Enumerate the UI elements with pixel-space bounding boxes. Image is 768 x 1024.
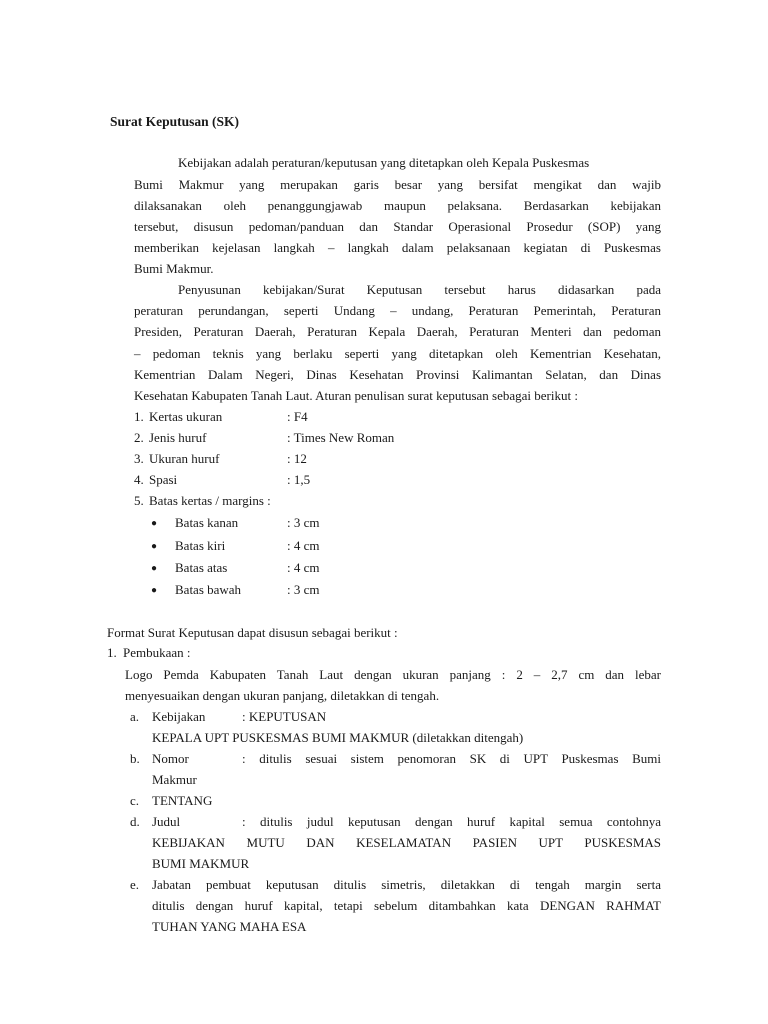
item-letter: e.: [130, 877, 140, 892]
item-value: : KEPUTUSAN: [242, 709, 327, 724]
para1-line: Bumi Makmur.: [134, 261, 214, 276]
rule-label: Spasi: [149, 472, 178, 487]
item-line: KEBIJAKAN MUTU DAN KESELAMATAN PASIEN UPT PUSKESMAS: [152, 835, 661, 850]
rule-label: Kertas ukuran: [149, 409, 223, 424]
section-heading: Pembukaan :: [123, 645, 191, 660]
item-letter: c.: [130, 793, 140, 808]
item-line: TUHAN YANG MAHA ESA: [152, 919, 307, 934]
rule-label: Ukuran huruf: [149, 451, 220, 466]
item-line: : ditulis sesuai sistem penomoran SK di UPT Puskesmas Bumi: [242, 751, 661, 766]
rule-number: 1.: [134, 409, 144, 424]
rule-label: Jenis huruf: [149, 430, 207, 445]
item-line: BUMI MAKMUR: [152, 856, 250, 871]
logo-line: Logo Pemda Kabupaten Tanah Laut dengan ukuran panjang : 2 – 2,7 cm dan lebar: [125, 667, 661, 682]
para2-line: Kementrian Dalam Negeri, Dinas Kesehatan Provinsi Kalimantan Selatan, dan Dinas: [134, 367, 661, 382]
para1-line: memberikan kejelasan langkah – langkah dalam pelaksanaan kegiatan di Puskesmas: [134, 240, 661, 255]
rule-number: 4.: [134, 472, 144, 487]
para2-line: peraturan perundangan, seperti Undang – undang, Peraturan Pemerintah, Peraturan: [134, 303, 661, 318]
item-line: : ditulis judul keputusan dengan huruf kapital semua contohnya: [242, 814, 661, 829]
rule-value: : F4: [287, 409, 308, 424]
section-number: 1.: [107, 645, 117, 660]
para1-line: Kebijakan adalah peraturan/keputusan yang ditetapkan oleh Kepala Puskesmas: [178, 155, 590, 170]
margin-label: Batas kiri: [175, 538, 226, 553]
para1-line: Bumi Makmur yang merupakan garis besar yang bersifat mengikat dan wajib: [134, 177, 661, 192]
rule-value: : Times New Roman: [287, 430, 395, 445]
para2-line: Penyusunan kebijakan/Surat Keputusan tersebut harus didasarkan pada: [178, 282, 661, 297]
bullet-icon: ●: [151, 518, 158, 529]
para2-line: Kesehatan Kabupaten Tanah Laut. Aturan penulisan surat keputusan sebagai berikut :: [134, 388, 578, 403]
item-line: TENTANG: [152, 793, 213, 808]
rule-number: 5.: [134, 493, 144, 508]
item-letter: d.: [130, 814, 140, 829]
item-line: ditulis dengan huruf kapital, tetapi sebelum ditambahkan kata DENGAN RAHMAT: [152, 898, 661, 913]
margin-value: : 4 cm: [287, 538, 320, 553]
bullet-icon: ●: [151, 541, 158, 552]
bullet-icon: ●: [151, 563, 158, 574]
para2-line: Presiden, Peraturan Daerah, Peraturan Kepala Daerah, Peraturan Menteri dan pedoman: [134, 324, 661, 339]
rule-number: 3.: [134, 451, 144, 466]
margin-value: : 4 cm: [287, 560, 320, 575]
item-label: Kebijakan: [152, 709, 206, 724]
margin-label: Batas atas: [175, 560, 228, 575]
para1-line: tersebut, disusun pedoman/panduan dan Standar Operasional Prosedur (SOP) yang: [134, 219, 661, 234]
para2-line: – pedoman teknis yang berlaku seperti yang ditetapkan oleh Kementrian Kesehatan,: [134, 346, 661, 361]
item-line: Jabatan pembuat keputusan ditulis simetris, diletakkan di tengah margin serta: [152, 877, 661, 892]
rule-value: : 12: [287, 451, 307, 466]
item-label: Judul: [152, 814, 181, 829]
rule-label: Batas kertas / margins :: [149, 493, 271, 508]
format-intro: Format Surat Keputusan dapat disusun sebagai berikut :: [107, 625, 398, 640]
rule-number: 2.: [134, 430, 144, 445]
item-letter: b.: [130, 751, 140, 766]
item-label: Nomor: [152, 751, 189, 766]
item-line: KEPALA UPT PUSKESMAS BUMI MAKMUR (diletakkan ditengah): [152, 730, 524, 745]
margin-label: Batas kanan: [175, 515, 239, 530]
margin-value: : 3 cm: [287, 582, 320, 597]
item-line: Makmur: [152, 772, 197, 787]
para1-line: dilaksanakan oleh penanggungjawab maupun pelaksana. Berdasarkan kebijakan: [134, 198, 661, 213]
item-letter: a.: [130, 709, 140, 724]
page-title: Surat Keputusan (SK): [110, 114, 240, 129]
rule-value: : 1,5: [287, 472, 311, 487]
logo-line: menyesuaikan dengan ukuran panjang, diletakkan di tengah.: [125, 688, 440, 703]
margin-label: Batas bawah: [175, 582, 242, 597]
margin-value: : 3 cm: [287, 515, 320, 530]
bullet-icon: ●: [151, 585, 158, 596]
